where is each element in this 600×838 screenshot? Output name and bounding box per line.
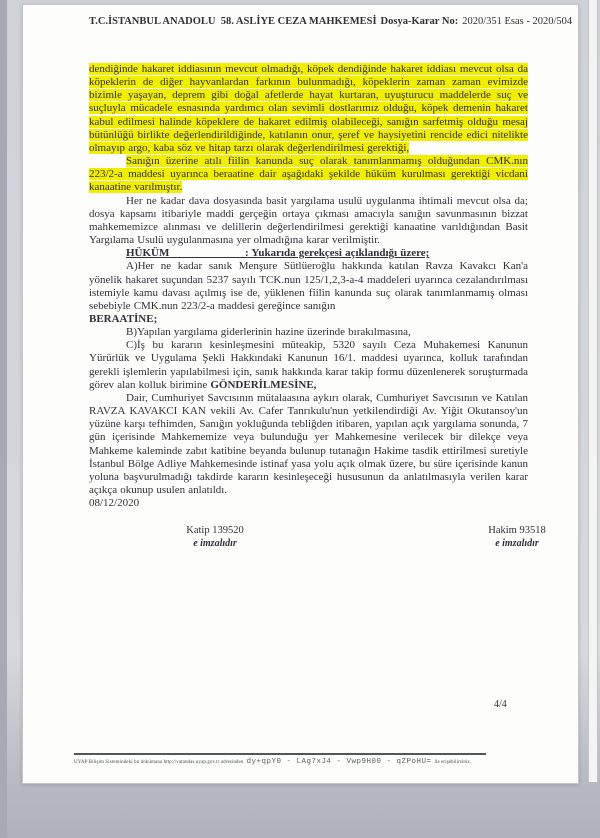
footer-rule (74, 753, 486, 755)
uyap-footer-prefix: UYAP Bilişim Sistemindeki bu dokümana http://vatandas.uyap.gov.tr adresinden (74, 760, 244, 765)
paragraph (89, 247, 528, 260)
paragraph (89, 339, 528, 392)
page-number: 4/4 (494, 699, 507, 710)
paragraph (89, 63, 528, 155)
clerk-esignature-note: e imzalıdır (193, 538, 237, 550)
docket-label: Dosya-Karar No: (380, 16, 459, 27)
text-run: A)Her ne kadar sanık Menşure Sütlüeroğlu hakkında katılan Ravza Kavakcı Kan'a yönelik hakaret suçundan 5237 sayılı TCK.nun 125/1,2,3-a-4 maddeleri uyarınca cezalandırılması istemiyle kamu davası açılmış ise de, yüklenen fiilin kanunda suç olarak tanımlanmamış olması sebebiyle CMK.nun 223/2-a maddesi gereğince sanığın (89, 260, 528, 312)
text-run: C)İş bu kararın kesinleşmesini müteakip, 5320 sayılı Ceza Muhakemesi Kanunun Yürürlük ve Uygulama Şekli Hakkındaki Kanunun 16/1. maddesi uyarınca, kolluk tarafından gerekli işlemlerin yapılabilmesi için, sanık hakkında karar takip formu düzenlenerek soruşturmada görev alan kolluk birimine (89, 339, 528, 391)
text-run: 08/12/2020 (89, 497, 140, 510)
paragraph (89, 326, 528, 339)
judge-signature (447, 524, 587, 550)
text-run: BERAATİNE; (89, 312, 158, 325)
text-run: dendiğinde hakaret iddiasının mevcut olmadığı, köpek dendiğinde hakaret iddiası mevcut olsa da köpeklerin de diğer hayvanlardan farkının bulunmadığı, köpeklerin zaman zaman evimizde bizimle yaşayan, deprem gibi doğal afetlerde hayat kurtaran, uyuşturucu maddelerde suç ve suçluyla mücadele esnasında yardımcı olan sevimli dostlarımız olduğu, köpek demenin hakaret kabul edilmesi halinde köpeklere de hakaret edilmiş olabileceği, sanığın sarfetmiş olduğu mesaj bütünlüğü birlikte değerlendirildiğinde, katılanın onur, şeref ve haysiyetini rencide edici nitelikte olmayıp argo, kaba söz ve hitap tarzı olarak değerlendirilmesi gerektiği, (89, 63, 528, 154)
uyap-verification-code: dy+qpY0 - LAg7xJ4 - Vwp9H00 - qZPoHU= (246, 758, 432, 766)
signature-row (89, 524, 546, 558)
background-sheet-edge (588, 0, 598, 782)
paragraph (89, 155, 528, 194)
text-run: B)Yapılan yargılama giderlerinin hazine üzerinde bırakılmasına, (126, 326, 411, 339)
judge-esignature-note: e imzalıdır (495, 538, 539, 550)
text-run (169, 247, 245, 259)
clerk-signature (145, 524, 285, 550)
court-title: T.C.İSTANBUL ANADOLU 58. ASLİYE CEZA MAHKEMESİ (89, 16, 377, 27)
document-body (89, 63, 546, 558)
document-header (89, 15, 575, 28)
text-run: Her ne kadar dava dosyasında basit yargılama usulü uygulanma ihtimali mevcut olsa da; dosya kapsamı itibariyle maddi gerçeğin ortaya çıkması amacıyla sanığın savunmasının bizzat mahkememizce alınması ve delillerin değerlendirilmesi gerektiği kanaatine varıldığından Basit Yargılama Usulü uygulanmasına yer olmadığına karar verilmiştir. (89, 194, 528, 247)
uyap-footer (74, 758, 514, 766)
paragraph (89, 392, 528, 497)
document-page (22, 4, 579, 784)
uyap-footer-suffix: ile erişebilirsiniz. (434, 760, 472, 765)
paragraph (89, 195, 528, 248)
paragraph (89, 313, 528, 326)
text-run: Dair, Cumhuriyet Savcısının mütalaasına aykırı olarak, Cumhuriyet Savcısının ve Katılan RAVZA KAVAKCI KAN vekili Av. Cafer Tanrıkulu'nun yetkilendirdiği Av. Yiğit Okutansoy'un yüzüne karşı tefhimden, Sanığın yokluğunda tebliğden itibaren, yapılan açık yargılama sonunda, 7 gün içerisinde Mahkememize veya bulunduğu yer Mahkemesine verilecek bir dilekçe veya Mahkeme kaleminde zabıt katibine beyanda bulunup tutanağın Hakime tasdik ettirilmesi suretiyle İstanbul Bölge Adliye Mahkemesinde istinaf yasa yolu açık olmak üzere, bu süre içerisinde kanun yoluna başvurulmadığı takdirde kararın kesinleşeceği hususunun da anlatılmasıyla verilen karar açıkça okunup usulen anlatıldı. (89, 391, 528, 496)
clerk-name: Katip 139520 (186, 525, 244, 537)
text-run: GÖNDERİLMESİNE, (210, 378, 317, 391)
docket-value: 2020/351 Esas - 2020/504 (462, 16, 573, 27)
text-run: Sanığın üzerine atılı fiilin kanunda suç olarak tanımlanmamış olduğundan CMK.nın 223/2-a maddesi uyarınca beraatine dair aşağıdaki şekilde hüküm kurulması gerektiği vicdani kanaatine varılmıştır. (89, 155, 528, 194)
scan-left-edge-strip (0, 0, 7, 838)
paragraph (89, 497, 528, 510)
paragraph (89, 260, 528, 313)
text-run: : Yukarıda gerekçesi açıklandığı üzere; (245, 247, 430, 260)
judge-name: Hakim 93518 (488, 525, 546, 537)
text-run: HÜKÜM (126, 247, 170, 260)
